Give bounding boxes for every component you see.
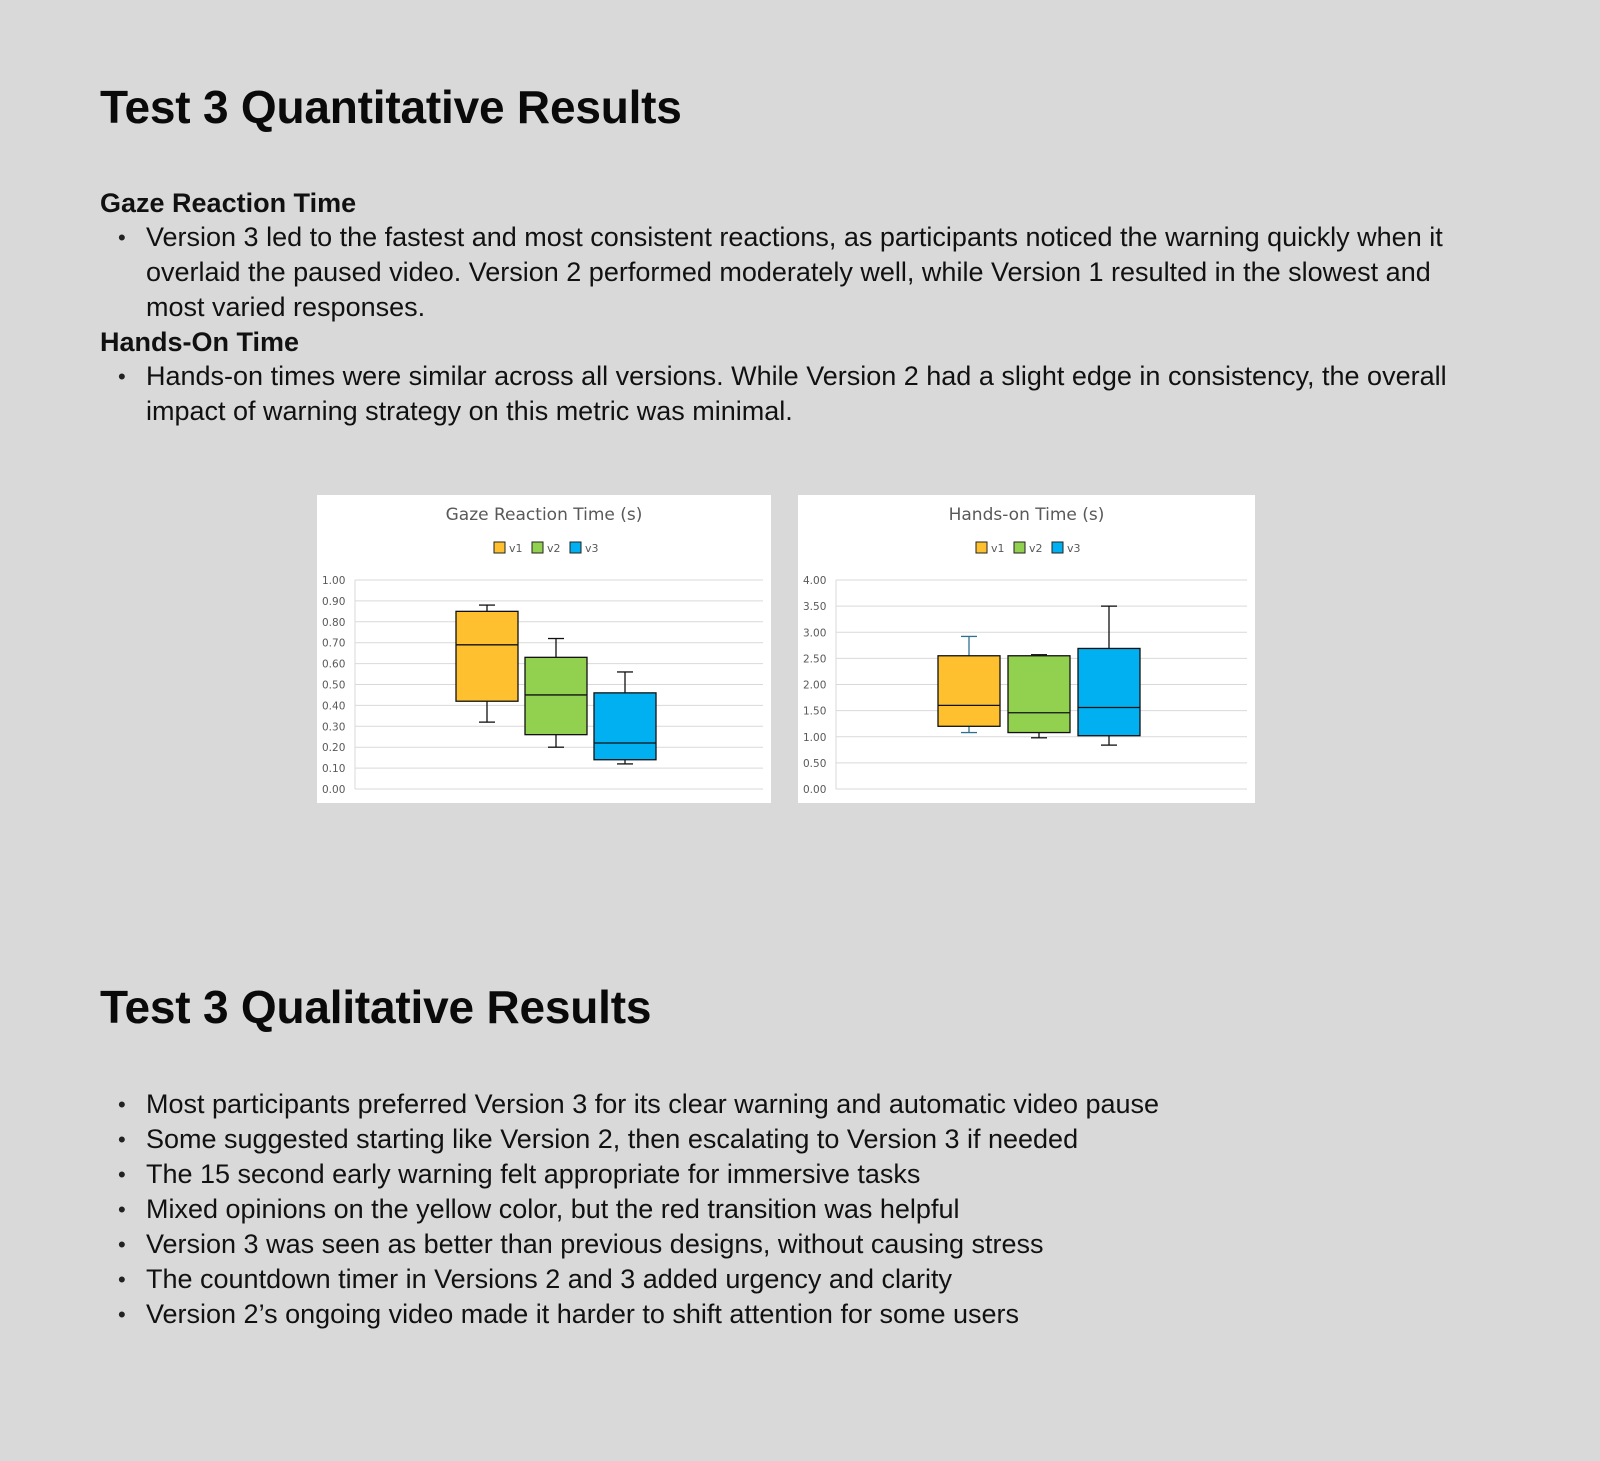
y-tick-label: 0.80 [322, 616, 346, 629]
legend-label-v2: v2 [547, 542, 561, 555]
legend-label-v3: v3 [1067, 542, 1081, 555]
legend-swatch-v2 [532, 542, 543, 553]
y-tick-label: 0.50 [803, 757, 827, 770]
gaze-chart-svg [317, 495, 771, 803]
y-tick-label: 0.90 [322, 595, 346, 608]
y-tick-label: 0.60 [322, 658, 346, 671]
y-tick-label: 4.00 [803, 575, 827, 587]
y-tick-label: 1.50 [803, 705, 827, 718]
box-v1 [938, 656, 1000, 727]
box-v2 [525, 657, 587, 734]
list-item: • Mixed opinions on the yellow color, but the red transition was helpful [100, 1192, 1480, 1227]
box-v1 [456, 611, 518, 701]
page-title-quantitative: Test 3 Quantitative Results [100, 81, 682, 133]
qualitative-bullet-list [100, 1087, 1480, 1332]
y-tick-label: 1.00 [322, 575, 346, 587]
list-item: • Version 3 was seen as better than previous designs, without causing stress [100, 1227, 1480, 1262]
page-title-qualitative: Test 3 Qualitative Results [100, 981, 652, 1033]
y-tick-label: 0.40 [322, 700, 346, 713]
hands-on-bullet-list [100, 359, 1480, 429]
y-tick-label: 2.50 [803, 653, 827, 666]
box-v3 [1078, 648, 1140, 735]
y-tick-label: 1.00 [803, 731, 827, 744]
box-v2 [1008, 656, 1070, 733]
y-tick-label: 0.20 [322, 742, 346, 755]
y-tick-label: 0.10 [322, 763, 346, 776]
hands-on-time-chart [798, 495, 1255, 803]
y-tick-label: 0.30 [322, 721, 346, 734]
list-item: • Version 3 led to the fastest and most consistent reactions, as participants noticed the warning quickly when it overlaid the paused video. Version 2 performed moderately well, while Version 1 resulted in the slowest and most varied responses. [100, 220, 1480, 325]
chart-title: Hands-on Time (s) [948, 505, 1105, 525]
y-tick-label: 0.50 [322, 679, 346, 692]
legend-label-v3: v3 [585, 542, 599, 555]
y-tick-label: 0.70 [322, 637, 346, 650]
y-tick-label: 0.00 [803, 784, 827, 796]
legend-swatch-v1 [494, 542, 505, 553]
list-item: • Most participants preferred Version 3 for its clear warning and automatic video pause [100, 1087, 1480, 1122]
list-item: • Some suggested starting like Version 2, then escalating to Version 3 if needed [100, 1122, 1480, 1157]
section-heading-hands-on: Hands-On Time [100, 327, 300, 357]
chart-title: Gaze Reaction Time (s) [445, 505, 643, 525]
legend-swatch-v1 [976, 542, 987, 553]
legend-label-v2: v2 [1029, 542, 1043, 555]
hands-on-chart-svg [798, 495, 1255, 803]
legend-swatch-v2 [1014, 542, 1025, 553]
gaze-reaction-time-chart [317, 495, 771, 803]
list-item: • The countdown timer in Versions 2 and 3 added urgency and clarity [100, 1262, 1480, 1297]
legend-swatch-v3 [1052, 542, 1063, 553]
legend-label-v1: v1 [509, 542, 523, 555]
legend-label-v1: v1 [991, 542, 1005, 555]
list-item: • Hands-on times were similar across all versions. While Version 2 had a slight edge in consistency, the overall impact of warning strategy on this metric was minimal. [100, 359, 1480, 429]
box-v3 [594, 693, 656, 760]
section-heading-gaze: Gaze Reaction Time [100, 188, 357, 218]
y-tick-label: 3.50 [803, 601, 827, 614]
gaze-bullet-list [100, 220, 1480, 325]
qualitative-notes [100, 1087, 1480, 1332]
list-item: • The 15 second early warning felt appropriate for immersive tasks [100, 1157, 1480, 1192]
quantitative-notes [100, 186, 1480, 429]
y-tick-label: 2.00 [803, 679, 827, 692]
y-tick-label: 3.00 [803, 627, 827, 640]
y-tick-label: 0.00 [322, 784, 346, 796]
legend-swatch-v3 [570, 542, 581, 553]
list-item: • Version 2’s ongoing video made it harder to shift attention for some users [100, 1297, 1480, 1332]
